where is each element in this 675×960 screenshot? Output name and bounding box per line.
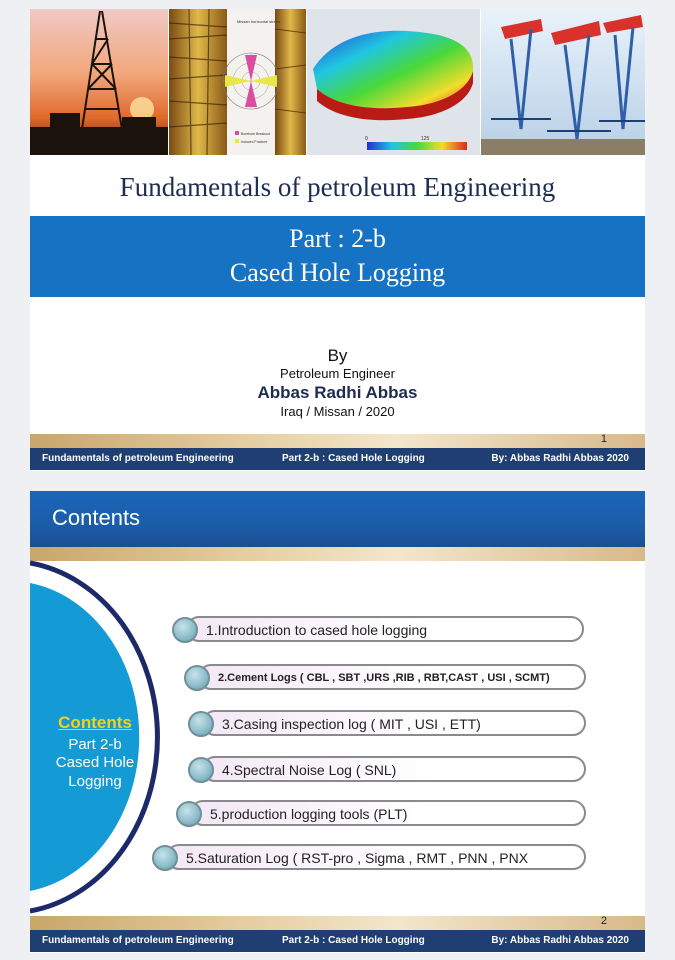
panel-line3: Logging [68,773,122,790]
footer-gold-bar [30,434,645,448]
pumpjacks-photo [481,9,645,155]
contents-item-6[interactable]: 5.Saturation Log ( RST-pro , Sigma , RMT , PNN , PNX [166,844,586,870]
footer-bar [30,448,645,470]
drilling-rig-sunset-photo [30,9,168,155]
part-title-band [30,216,645,297]
bullet-circle-icon [188,757,214,783]
footer-gold-bar [30,916,645,930]
rose-chart-title: Missan horizontal stress [237,19,280,24]
slide-number: 1 [600,433,607,445]
author-location: Iraq / Missan / 2020 [280,404,395,419]
slide-number: 2 [600,915,607,927]
panel-line1: Part 2-b [68,736,122,753]
colorbar-min: 0 [365,136,368,142]
author-name: Abbas Radhi Abbas [257,383,418,402]
bullet-circle-icon [172,617,198,643]
colorbar-max: 125 [421,136,430,142]
part-subject: Cased Hole Logging [229,258,446,287]
contents-item-5[interactable]: 5.production logging tools (PLT) [190,800,586,826]
3d-reservoir-model-figure [307,9,480,155]
footer-center: Part 2-b : Cased Hole Logging [282,453,425,464]
contents-item-1[interactable]: 1.Introduction to cased hole logging [186,616,584,642]
panel-contents-label: Contents [58,713,132,732]
contents-header [30,491,645,547]
footer-bar [30,930,645,952]
footer-center: Part 2-b : Cased Hole Logging [282,935,425,946]
footer-right: By: Abbas Radhi Abbas 2020 [491,935,629,946]
presentation-title: Fundamentals of petroleum Engineering [119,172,556,202]
legend-breakout: Borehole Breakout [241,132,270,136]
bullet-circle-icon [188,711,214,737]
bullet-circle-icon [152,845,178,871]
panel-line2: Cased Hole [55,754,135,771]
author-by: By [327,346,348,365]
header-photo-strip [30,9,645,155]
footer-left: Fundamentals of petroleum Engineering [42,935,234,946]
contents-item-4[interactable]: 4.Spectral Noise Log ( SNL) [202,756,586,782]
legend-fracture: Induced Fracture [241,140,268,144]
author-role: Petroleum Engineer [280,366,395,381]
footer-right: By: Abbas Radhi Abbas 2020 [491,453,629,464]
contents-item-3[interactable]: 3.Casing inspection log ( MIT , USI , ETT) [202,710,586,736]
bullet-circle-icon [184,665,210,691]
part-number: Part : 2-b [289,224,386,253]
bullet-circle-icon [176,801,202,827]
contents-slide [30,491,645,953]
title-slide [30,9,645,471]
contents-item-2[interactable]: 2.Cement Logs ( CBL , SBT ,URS ,RIB , RBT,CAST , USI , SCMT) [198,664,586,690]
borehole-image-log-figure [169,9,306,155]
contents-heading: Contents [52,505,141,530]
footer-left: Fundamentals of petroleum Engineering [42,453,234,464]
